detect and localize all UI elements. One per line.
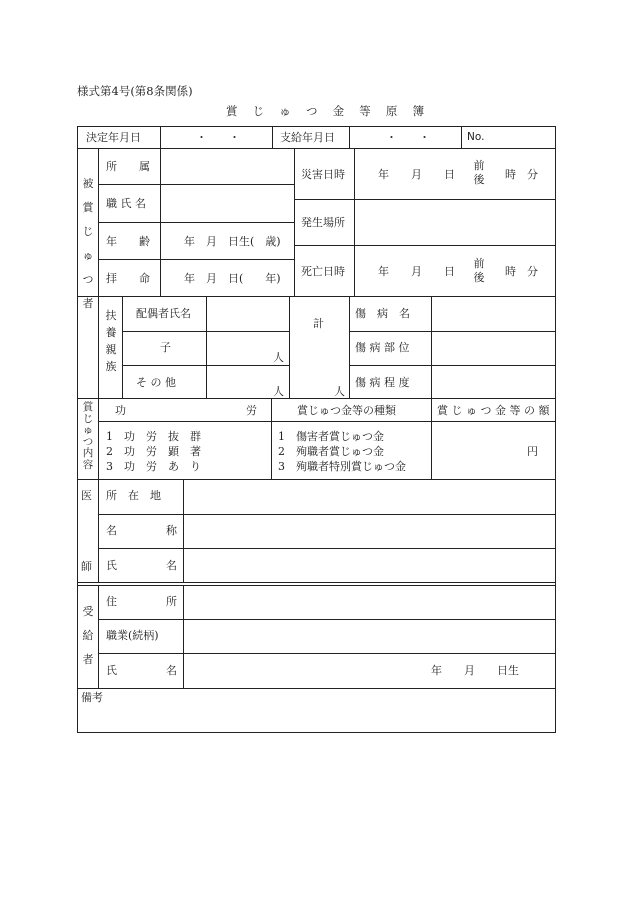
remarks-label: 備考 xyxy=(81,691,103,704)
cell-divider xyxy=(160,148,161,296)
doctor-person-label-1: 氏 xyxy=(106,559,117,572)
award-type-item[interactable]: 2 殉職者賞じゅつ金 xyxy=(278,445,384,458)
row-divider xyxy=(77,582,556,583)
payee-occupation-label: 職業(続柄) xyxy=(106,629,159,642)
affiliation-label: 所 属 xyxy=(106,160,150,173)
cell-divider xyxy=(289,296,290,398)
payee-name-label-2: 名 xyxy=(166,664,177,677)
row-divider xyxy=(77,148,556,149)
child-label: 子 xyxy=(160,341,171,354)
row-divider xyxy=(98,222,294,223)
age-field[interactable]: 年 月 日生( 歳) xyxy=(184,235,281,248)
row-divider xyxy=(98,259,294,260)
form-number-label: 様式第4号(第8条関係) xyxy=(77,84,193,98)
side-divider xyxy=(98,398,99,479)
doctor-name-label-1: 名 xyxy=(106,524,117,537)
merit-item[interactable]: 1 功 労 抜 群 xyxy=(106,430,201,443)
cell-divider xyxy=(183,479,184,582)
location-label: 発生場所 xyxy=(301,216,345,229)
payment-date-label: 支給年月日 xyxy=(280,131,335,144)
cell-divider xyxy=(349,296,350,398)
cell-divider xyxy=(206,296,207,398)
payee-address-label-1: 住 xyxy=(106,595,117,608)
child-count-unit: 人 xyxy=(273,351,284,364)
row-divider xyxy=(98,514,556,515)
cell-divider xyxy=(271,398,272,479)
decision-date-label: 決定年月日 xyxy=(86,131,141,144)
page-title: 賞 じ ゅ つ 金 等 原 簿 xyxy=(226,104,430,118)
disaster-time-field[interactable]: 時 分 xyxy=(505,168,538,181)
total-label: 計 xyxy=(313,317,324,330)
cell-divider xyxy=(272,126,273,148)
death-date-field[interactable]: 年 月 日 xyxy=(378,265,455,278)
injury-part-label: 傷 病 部 位 xyxy=(355,341,410,354)
cell-divider xyxy=(122,296,123,398)
disaster-datetime-label: 災害日時 xyxy=(301,168,345,181)
doctor-name-label-2: 称 xyxy=(166,524,177,537)
row-divider xyxy=(122,365,289,366)
merit-item[interactable]: 3 功 労 あ り xyxy=(106,460,201,473)
cell-divider xyxy=(183,585,184,688)
doctor-person-label-2: 名 xyxy=(166,559,177,572)
row-divider xyxy=(294,199,556,200)
disaster-ampm: 前 後 xyxy=(473,159,485,186)
award-side-label: 賞 じ ゅ つ 内 容 xyxy=(82,401,94,471)
recipient-side-label: 被 賞 じ ゅ つ 者 xyxy=(82,177,94,310)
award-type-item[interactable]: 1 傷害者賞じゅつ金 xyxy=(278,430,384,443)
side-divider xyxy=(98,585,99,688)
doctor-side-top: 医 xyxy=(81,489,92,502)
award-type-item[interactable]: 3 殉職者特別賞じゅつ金 xyxy=(278,460,406,473)
number-label: No. xyxy=(467,131,485,143)
death-ampm: 前 後 xyxy=(473,257,485,284)
appointment-field[interactable]: 年 月 日( 年) xyxy=(184,272,281,285)
award-type-header: 賞じゅつ金等の種類 xyxy=(297,404,396,417)
row-divider xyxy=(349,331,556,332)
other-count-unit: 人 xyxy=(273,385,284,398)
row-divider xyxy=(122,331,289,332)
cell-divider xyxy=(294,148,295,296)
row-divider xyxy=(77,398,556,399)
cell-divider xyxy=(160,126,161,148)
row-divider xyxy=(98,184,294,185)
total-count-unit: 人 xyxy=(334,385,345,398)
injury-degree-label: 傷 病 程 度 xyxy=(355,376,410,389)
dependents-side-label: 扶 養 親 族 xyxy=(105,309,117,373)
row-divider xyxy=(98,548,556,549)
award-amount-header: 賞 じ ゅ つ 金 等 の 額 xyxy=(437,404,550,417)
row-divider xyxy=(77,479,556,480)
row-divider xyxy=(77,585,556,586)
other-label: そ の 他 xyxy=(136,376,176,389)
cell-divider xyxy=(431,398,432,479)
cell-divider xyxy=(461,126,462,148)
merit-header-left: 功 xyxy=(115,404,126,417)
row-divider xyxy=(98,619,556,620)
death-time-field[interactable]: 時 分 xyxy=(505,265,538,278)
row-divider xyxy=(294,245,556,246)
death-datetime-label: 死亡日時 xyxy=(301,265,345,278)
cell-divider xyxy=(431,296,432,398)
row-divider xyxy=(349,365,556,366)
doctor-side-bottom: 師 xyxy=(81,560,92,573)
age-label: 年 齢 xyxy=(106,235,150,248)
side-divider xyxy=(98,148,99,398)
row-divider xyxy=(98,421,556,422)
payment-date-field[interactable]: ・ ・ xyxy=(386,131,430,144)
row-divider xyxy=(98,653,556,654)
payee-address-label-2: 所 xyxy=(166,595,177,608)
row-divider xyxy=(77,296,556,297)
appointment-label: 拝 命 xyxy=(106,272,150,285)
decision-date-field[interactable]: ・ ・ xyxy=(196,131,240,144)
cell-divider xyxy=(349,126,350,148)
cell-divider xyxy=(354,148,355,296)
doctor-address-label: 所 在 地 xyxy=(106,489,161,502)
spouse-name-label: 配偶者氏名 xyxy=(136,307,191,320)
row-divider xyxy=(77,688,556,689)
position-name-label: 職 氏 名 xyxy=(106,197,146,210)
merit-header-right: 労 xyxy=(246,404,257,417)
payee-name-label-1: 氏 xyxy=(106,664,117,677)
payee-side-label: 受 給 者 xyxy=(82,605,94,666)
injury-name-label: 傷 病 名 xyxy=(355,307,410,320)
award-amount-unit: 円 xyxy=(527,445,538,458)
disaster-date-field[interactable]: 年 月 日 xyxy=(378,168,455,181)
payee-birth-field[interactable]: 年 月 日生 xyxy=(431,664,519,677)
merit-item[interactable]: 2 功 労 顕 著 xyxy=(106,445,201,458)
side-divider xyxy=(98,479,99,582)
